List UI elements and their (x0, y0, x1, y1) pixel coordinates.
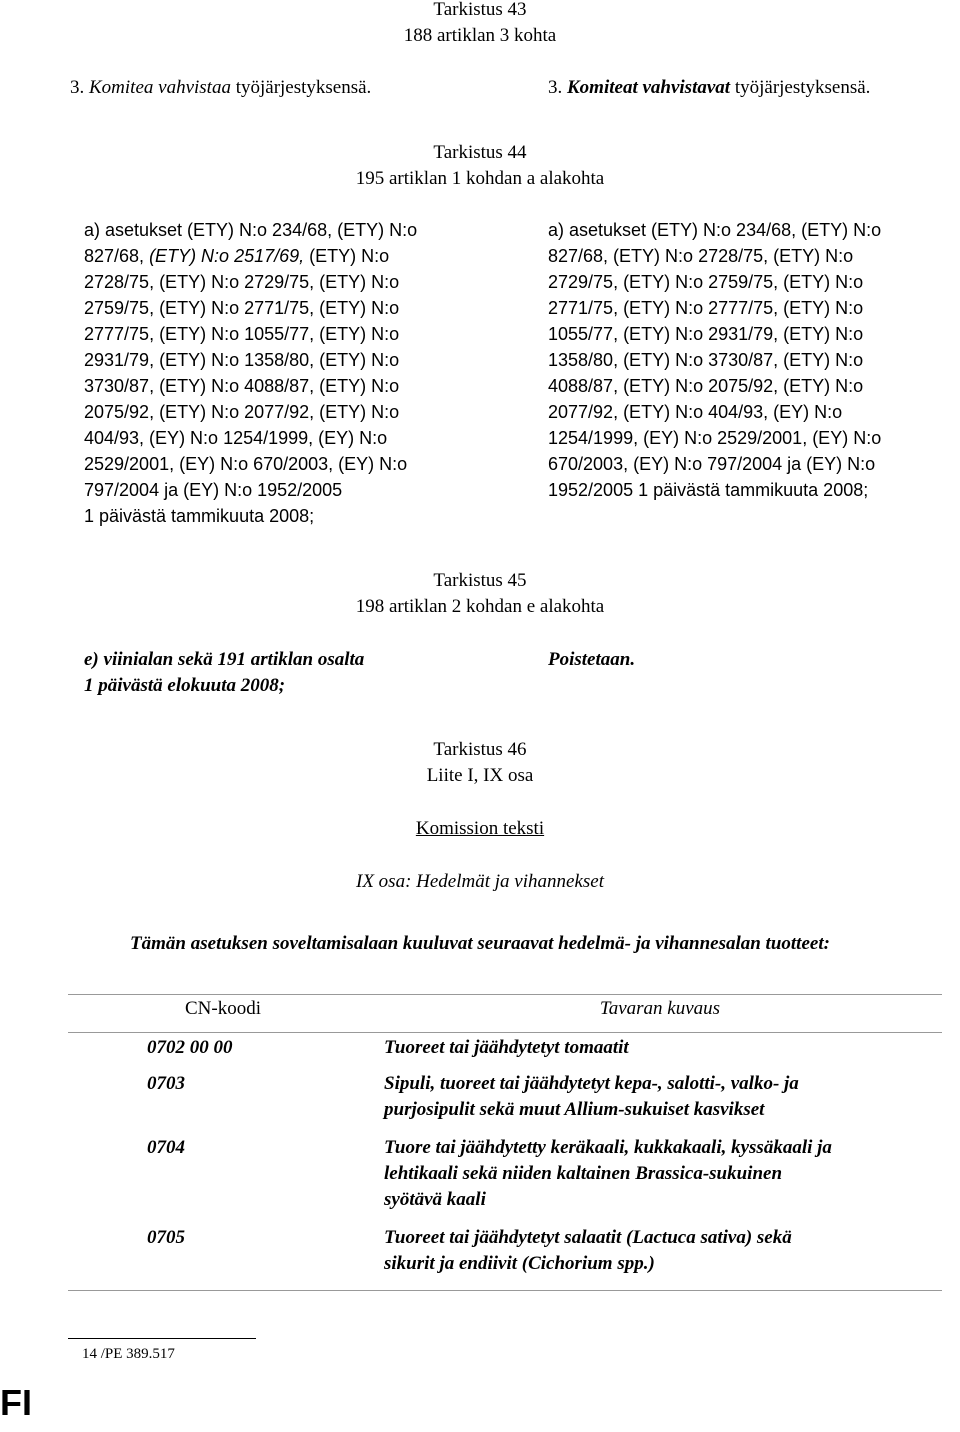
bold-italic-text: Komiteat vahvistavat (567, 77, 731, 98)
language-code: FI (0, 1382, 32, 1423)
intro-sentence (0, 931, 960, 957)
amendment-46-reference: Liite I, IX osa (426, 765, 534, 786)
italic-text: Komitea vahvistaa (89, 77, 231, 98)
table-row-description: Tuore tai jäähdytetty keräkaali, kukkakaali, kyssäkaali ja lehtikaali sekä niiden kaltainen Brassica-sukuinen syötävä kaali (384, 1137, 832, 1210)
text-line: a) asetukset (ETY) N:o 234/68, (ETY) N:o (84, 220, 418, 240)
table-row-code: 0705 (147, 1227, 185, 1248)
page-reference: 14 /PE 389.517 (82, 1346, 175, 1362)
amendment-46-title: Tarkistus 46 (433, 739, 527, 760)
amendment-43-title: Tarkistus 43 (433, 0, 527, 20)
intro-text: Tämän asetuksen soveltamisalaan kuuluvat seuraavat hedelmä- ja vihannesalan tuotteet: (130, 933, 830, 954)
part-heading-text: IX osa: Hedelmät ja vihannekset (356, 871, 604, 892)
amendment-45-reference: 198 artiklan 2 kohdan e alakohta (355, 596, 605, 617)
amendment-45-commission-text: e) viinialan sekä 191 artiklan osalta 1 päivästä elokuuta 2008; (84, 649, 365, 696)
amendment-44-commission-text (84, 217, 417, 529)
text-part: (ETY) N:o (304, 246, 390, 266)
amendment-43-commission-text (70, 75, 371, 101)
table-header-rule (68, 1032, 942, 1033)
table-row-code: 0703 (147, 1073, 185, 1094)
table-row-code: 0704 (147, 1137, 185, 1158)
italic-text: (ETY) N:o 2517/69, (149, 246, 305, 266)
amendment-44-parliament-text: a) asetukset (ETY) N:o 234/68, (ETY) N:o 827/68, (ETY) N:o 2728/75, (ETY) N:o 2729/75, (ETY) N:o 2759/75, (ETY) N:o 2771/75, (ETY) N:o 2777/75, (ETY) N:o 1055/77, (ETY) N:o 2931/79, (ETY) N:o 1358/80, (ETY) N:o 3730/87, (ETY) N:o 4088/87, (ETY) N:o 2075/92, (ETY) N:o 2077/92, (ETY) N:o 404/93, (EY) N:o 1254/1999, (EY) N:o 2529/2001, (EY) N:o 670/2003, (EY) N:o 797/2004 ja (EY) N:o 1952/2005 1 päivästä tammikuuta 2008; (548, 220, 882, 500)
amendment-43-reference: 188 artiklan 3 kohta (403, 25, 557, 46)
plain-text: työjärjestyksensä. (730, 77, 871, 98)
item-number: 3. (70, 77, 89, 98)
table-row-code: 0702 00 00 (147, 1037, 233, 1058)
plain-text: työjärjestyksensä. (230, 77, 372, 98)
table-header-description: Tavaran kuvaus (599, 998, 721, 1019)
amendment-43-parliament-text (548, 75, 870, 101)
commission-text-heading: Komission teksti (415, 818, 545, 839)
table-row-description: Tuoreet tai jäähdytetyt tomaatit (384, 1037, 629, 1058)
table-row-description: Tuoreet tai jäähdytetyt salaatit (Lactuca sativa) sekä sikurit ja endiivit (Cichorium spp.) (384, 1227, 792, 1274)
part-heading (0, 869, 960, 895)
table-top-rule (68, 994, 942, 995)
text-block: 2728/75, (ETY) N:o 2729/75, (ETY) N:o 2759/75, (ETY) N:o 2771/75, (ETY) N:o 2777/75, (ETY) N:o 1055/77, (ETY) N:o 2931/79, (ETY) N:o 1358/80, (ETY) N:o 3730/87, (ETY) N:o 4088/87, (ETY) N:o 2075/92, (ETY) N:o 2077/92, (ETY) N:o 404/93, (EY) N:o 1254/1999, (EY) N:o 2529/2001, (EY) N:o 670/2003, (EY) N:o 797/2004 ja (EY) N:o 1952/2005 1 päivästä tammikuuta 2008; (84, 272, 408, 526)
table-bottom-rule (68, 1290, 942, 1291)
footer-rule (68, 1338, 256, 1339)
table-row-description: Sipuli, tuoreet tai jäähdytetyt kepa-, salotti-, valko- ja purjosipulit sekä muut Allium-sukuiset kasvikset (384, 1073, 799, 1120)
amendment-45-parliament-text: Poistetaan. (548, 649, 636, 670)
amendment-44-reference: 195 artiklan 1 kohdan a alakohta (355, 168, 605, 189)
amendment-44-title: Tarkistus 44 (433, 142, 527, 163)
text-part: 827/68, (84, 246, 150, 266)
table-header-cn-code: CN-koodi (185, 998, 261, 1019)
amendment-45-title: Tarkistus 45 (433, 570, 527, 591)
item-number: 3. (548, 77, 567, 98)
